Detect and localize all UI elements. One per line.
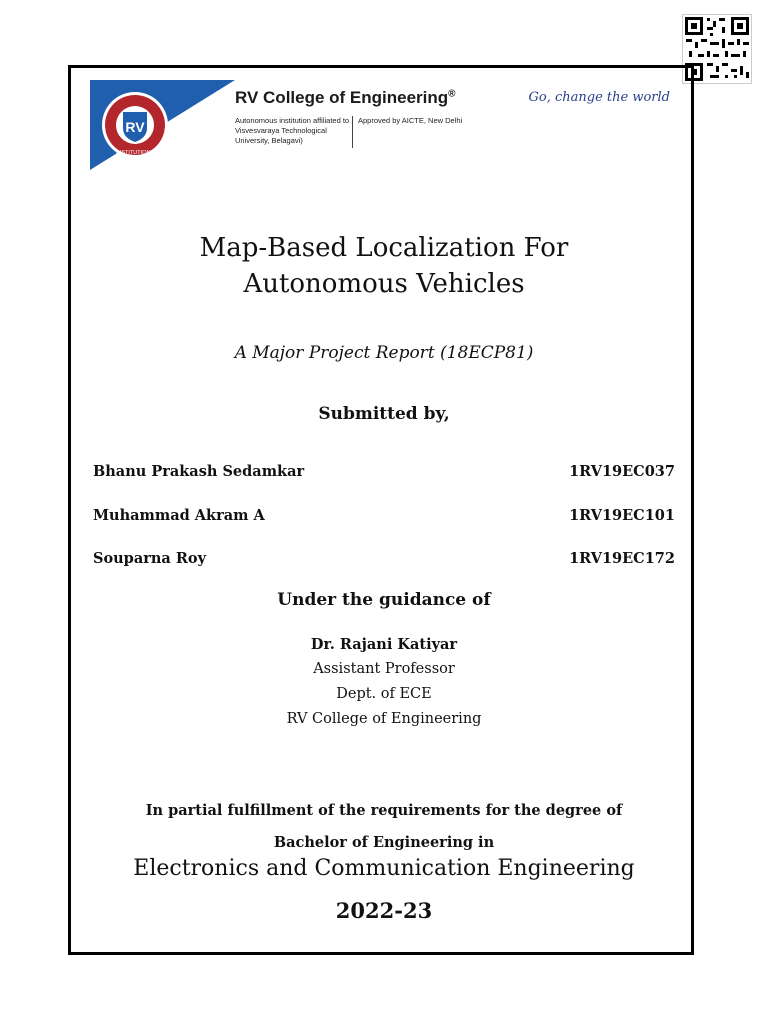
college-logo (90, 80, 240, 172)
guide-name: Dr. Rajani Katiyar (310, 636, 458, 653)
fulfillment-statement: In partial fulfillment of the requirements for the degree of Bachelor of Engineering in (145, 802, 623, 851)
logo-initials: RV (125, 119, 145, 135)
guide-details (68, 632, 700, 732)
academic-year: 2022-23 (335, 898, 433, 923)
student-usn: 1RV19EC101 (569, 507, 675, 524)
student-name: Souparna Roy (93, 550, 206, 567)
approval-text: Approved by AICTE, New Delhi (358, 116, 463, 125)
college-name: RV College of Engineering® (235, 88, 456, 107)
affiliation-text: Autonomous institution affiliated to Visvesvaraya Technological University, Belagavi) (235, 116, 350, 145)
guidance-heading: Under the guidance of (277, 590, 491, 610)
guide-department: Dept. of ECE (336, 686, 432, 702)
student-usn: 1RV19EC037 (569, 463, 675, 480)
student-usn: 1RV19EC172 (569, 550, 675, 567)
student-row (93, 507, 675, 524)
college-tagline: Go, change the world (528, 90, 670, 105)
college-header (90, 80, 680, 172)
report-subtitle: A Major Project Report (18ECP81) (234, 343, 534, 363)
guide-designation: Assistant Professor (313, 661, 455, 677)
logo-ring-bottom: INSTITUTIONS (115, 150, 155, 156)
student-name: Muhammad Akram A (93, 507, 265, 524)
student-name: Bhanu Prakash Sedamkar (93, 463, 305, 480)
student-row (93, 550, 675, 567)
header-divider (352, 116, 353, 148)
report-title: Map-Based Localization For Autonomous Vehicles (199, 233, 569, 299)
submitted-by-heading: Submitted by, (318, 404, 450, 424)
student-row (93, 463, 675, 480)
degree-name: Electronics and Communication Engineering (133, 856, 635, 881)
guide-institution: RV College of Engineering (286, 711, 482, 727)
